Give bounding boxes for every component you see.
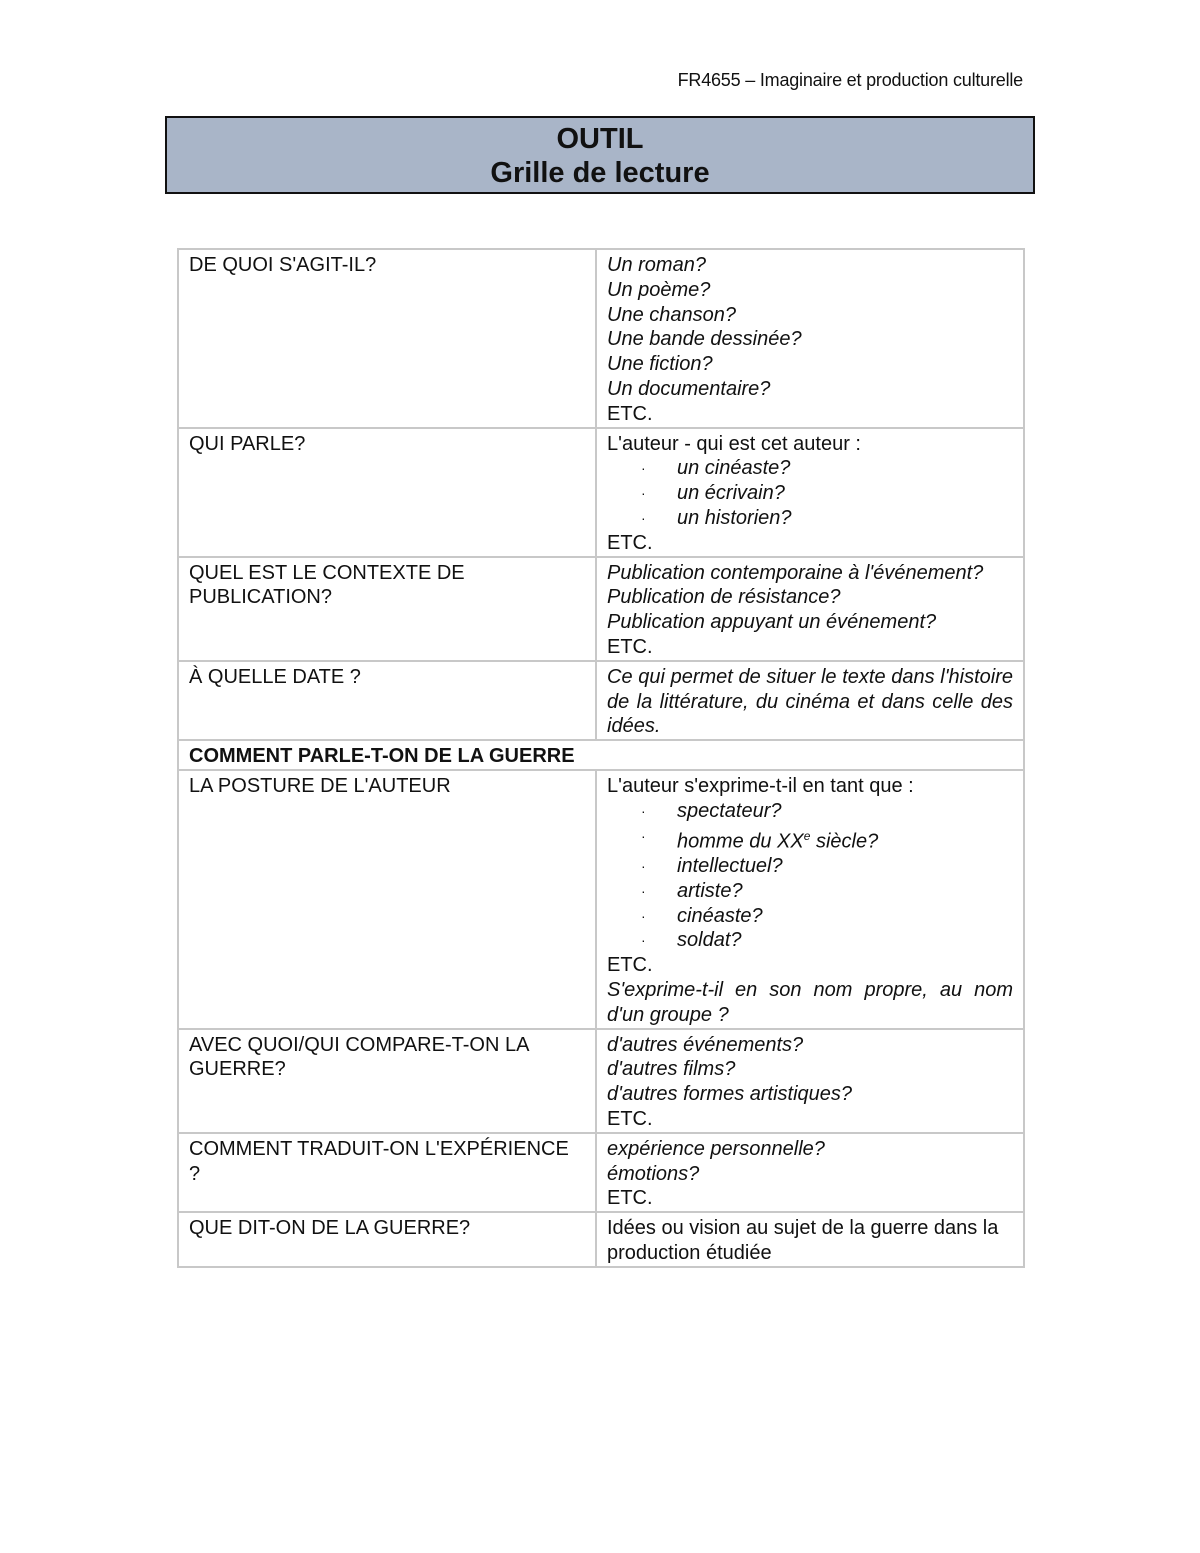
bullet-list xyxy=(607,799,1013,953)
answer-item: d'autres films? xyxy=(607,1058,736,1081)
list-item-text: un cinéaste? xyxy=(677,457,791,480)
table-row xyxy=(178,1133,1024,1212)
bullet-icon: · xyxy=(641,827,646,844)
list-item-text: soldat? xyxy=(677,929,742,952)
table-row xyxy=(178,740,1024,770)
answer-item: Publication de résistance? xyxy=(607,586,841,609)
bullet-icon: · xyxy=(641,882,646,899)
answer-cell xyxy=(596,1212,1024,1267)
question-cell: À QUELLE DATE ? xyxy=(178,661,596,740)
list-item xyxy=(607,824,1013,854)
table-row xyxy=(178,428,1024,557)
page-header: FR4655 – Imaginaire et production culturelle xyxy=(677,70,1023,90)
section-header: COMMENT PARLE-T-ON DE LA GUERRE xyxy=(178,740,1024,770)
answer-note: S'exprime-t-il en son nom propre, au nom d'un groupe ? xyxy=(607,978,1013,1026)
question-cell: AVEC QUOI/QUI COMPARE-T-ON LA GUERRE? xyxy=(178,1029,596,1133)
list-item-text: artiste? xyxy=(677,879,743,902)
page-title: OUTIL xyxy=(556,123,644,155)
answer-item: expérience personnelle? xyxy=(607,1137,825,1160)
list-item-text: cinéaste? xyxy=(677,904,763,927)
question-cell: LA POSTURE DE L'AUTEUR xyxy=(178,770,596,1029)
table-row xyxy=(178,661,1024,740)
answer-item: Un documentaire? xyxy=(607,377,771,400)
list-item xyxy=(607,799,1013,824)
answer-intro: L'auteur s'exprime-t-il en tant que : xyxy=(607,774,914,797)
bullet-icon: · xyxy=(641,485,646,502)
answer-cell xyxy=(596,428,1024,557)
answer-cell xyxy=(596,1133,1024,1212)
table-row xyxy=(178,249,1024,428)
question-cell: QUEL EST LE CONTEXTE DE PUBLICATION? xyxy=(178,557,596,661)
etc-label: ETC. xyxy=(607,1187,653,1210)
title-box xyxy=(165,116,1035,194)
list-item xyxy=(607,456,1013,481)
question-cell: QUI PARLE? xyxy=(178,428,596,557)
answer-text: Idées ou vision au sujet de la guerre dans la production étudiée xyxy=(607,1217,999,1264)
answer-cell xyxy=(596,661,1024,740)
answer-item: Publication appuyant un événement? xyxy=(607,611,937,634)
answer-cell xyxy=(596,770,1024,1029)
list-item-text: un écrivain? xyxy=(677,482,785,505)
table-row xyxy=(178,770,1024,1029)
etc-label: ETC. xyxy=(607,954,653,977)
answer-cell xyxy=(596,557,1024,661)
list-item xyxy=(607,904,1013,929)
etc-label: ETC. xyxy=(607,1107,653,1130)
list-item-text: homme du XX xyxy=(677,830,804,853)
answer-item: d'autres événements? xyxy=(607,1033,804,1056)
list-item-text: un historien? xyxy=(677,506,792,529)
superscript: e xyxy=(803,828,811,843)
etc-label: ETC. xyxy=(607,531,653,554)
table-row xyxy=(178,557,1024,661)
bullet-icon: · xyxy=(641,509,646,526)
answer-text: Ce qui permet de situer le texte dans l'histoire de la littérature, du cinéma et dans celle des idées. xyxy=(607,665,1013,738)
answer-cell xyxy=(596,249,1024,428)
answer-item: Un roman? xyxy=(607,254,706,276)
answer-item: Un poème? xyxy=(607,278,711,301)
table-row xyxy=(178,1212,1024,1267)
question-cell: DE QUOI S'AGIT-IL? xyxy=(178,249,596,428)
list-item-text: spectateur? xyxy=(677,799,782,822)
bullet-list xyxy=(607,456,1013,530)
answer-item: d'autres formes artistiques? xyxy=(607,1083,853,1106)
answer-intro: L'auteur - qui est cet auteur : xyxy=(607,432,861,455)
page-subtitle: Grille de lecture xyxy=(490,157,710,189)
list-item xyxy=(607,481,1013,506)
answer-item: émotions? xyxy=(607,1162,700,1185)
list-item-text: siècle? xyxy=(810,830,879,853)
etc-label: ETC. xyxy=(607,635,653,658)
answer-item: Une bande dessinée? xyxy=(607,328,802,351)
list-item xyxy=(607,879,1013,904)
list-item xyxy=(607,854,1013,879)
list-item-text: intellectuel? xyxy=(677,854,783,877)
answer-cell xyxy=(596,1029,1024,1133)
answer-item: Publication contemporaine à l'événement? xyxy=(607,561,984,584)
bullet-icon: · xyxy=(641,802,646,819)
list-item xyxy=(607,506,1013,531)
bullet-icon: · xyxy=(641,932,646,949)
reading-grid-table xyxy=(177,248,1025,1268)
question-cell: QUE DIT-ON DE LA GUERRE? xyxy=(178,1212,596,1267)
bullet-icon: · xyxy=(641,907,646,924)
bullet-icon: · xyxy=(641,857,646,874)
etc-label: ETC. xyxy=(607,402,653,425)
bullet-icon: · xyxy=(641,460,646,477)
answer-item: Une chanson? xyxy=(607,303,736,326)
question-cell: COMMENT TRADUIT-ON L'EXPÉRIENCE ? xyxy=(178,1133,596,1212)
table-row xyxy=(178,1029,1024,1133)
answer-item: Une fiction? xyxy=(607,353,713,376)
list-item xyxy=(607,928,1013,953)
